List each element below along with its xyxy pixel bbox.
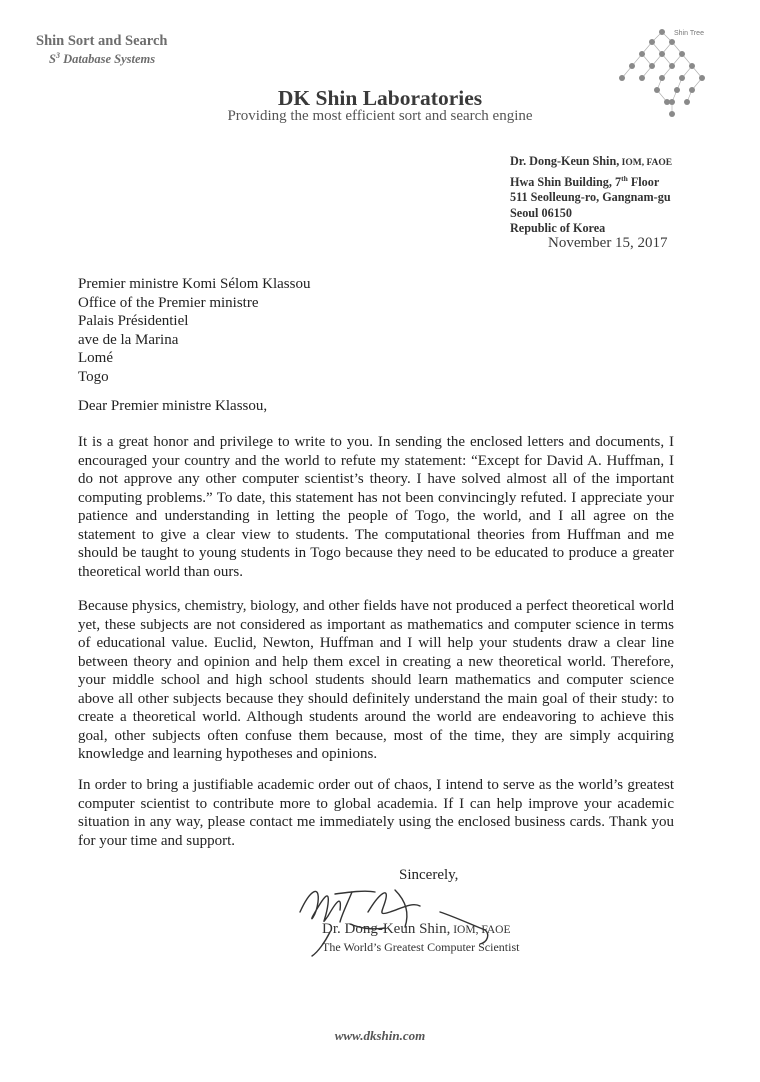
sender-building bbox=[510, 171, 672, 190]
sender-building-pre: Hwa Shin Building, 7 bbox=[510, 175, 622, 190]
sender-building-post: Floor bbox=[627, 175, 660, 190]
lab-name: DK Shin Laboratories bbox=[277, 86, 483, 110]
letter-date: November 15, 2017 bbox=[548, 235, 668, 251]
sender-city: Seoul 06150 bbox=[510, 205, 572, 220]
recipient-line: Office of the Premier ministre bbox=[78, 294, 259, 311]
recipient-line: ave de la Marina bbox=[78, 331, 179, 348]
closing: Sincerely, bbox=[399, 867, 459, 883]
brand-name: Shin Sort and Search bbox=[36, 33, 168, 49]
signature-name bbox=[322, 921, 511, 938]
signature-title: The World’s Greatest Computer Scientist bbox=[322, 940, 520, 954]
recipient-line: Palais Présidentiel bbox=[78, 313, 189, 330]
recipient-line: Lomé bbox=[78, 350, 113, 367]
sender-street: 511 Seolleung-ro, Gangnam-gu bbox=[510, 190, 671, 205]
brand-block bbox=[36, 33, 167, 67]
sender-address bbox=[510, 154, 672, 236]
signature-credentials: IOM, FAOE bbox=[450, 924, 511, 936]
brand-subtitle bbox=[49, 51, 167, 67]
sender-name: Dr. Dong-Keun Shin, bbox=[510, 154, 620, 168]
logo-label: Shin Tree bbox=[674, 30, 704, 37]
recipient-line: Togo bbox=[78, 368, 109, 385]
footer-website: www.dkshin.com bbox=[334, 1028, 426, 1043]
sender-name-line bbox=[510, 154, 672, 171]
sender-country: Republic of Korea bbox=[510, 220, 606, 235]
body-paragraph-2: Because physics, chemistry, biology, and other fields have not produced a perfect theoretical world yet, these subjects are not considered as important as mathematics and computer science in terms of educational value. Euclid, Newton, Huffman and I will help your students draw a clear line between theory and opinion and help them excel in creating a new theoretical world. Therefore, your middle school and high school students should learn mathematics and computer science above all other subjects because they should definitely understand the main goal of their study: to create a theoretical world. Although students around the world are endeavoring to achieve this goal, other subjects often confuse them because, most of the time, they are simply acquiring knowledge and learning hypotheses and opinions. bbox=[78, 598, 674, 762]
recipient-address bbox=[78, 275, 310, 387]
sender-credentials: IOM, FAOE bbox=[619, 158, 673, 168]
body-paragraph-3: In order to bring a justifiable academic order out of chaos, I intend to serve as the world’s greatest computer scientist to contribute more to global academia. If I can help improve your academic situation in any way, please contact me immediately using the enclosed business cards. Thank you for your time and support. bbox=[78, 777, 674, 849]
recipient-line: Premier ministre Komi Sélom Klassou bbox=[78, 276, 311, 292]
sender-building-sup: th bbox=[621, 174, 628, 184]
brand-sub-s: S bbox=[49, 52, 56, 67]
brand-sub-sup: 3 bbox=[55, 51, 60, 60]
brand-sub-text: Database Systems bbox=[59, 52, 156, 67]
salutation: Dear Premier ministre Klassou, bbox=[78, 398, 268, 414]
body-paragraph-1: It is a great honor and privilege to write to you. In sending the enclosed letters and documents, I encouraged your country and the world to refute my statement: “Except for David A. Huffman, I do not approve any other computer scientist’s theory. I have solved almost all of the important computing problems.” To date, this statement has not been convincingly refuted. I appreciate your patience and understanding in letting the people of Togo, the world, and I all agree on the statement to give a clear view to students. The computational theories from Huffman and me should be taught to young students in Togo because they need to be educated to produce a greater theoretical world than ours. bbox=[78, 434, 674, 580]
lab-tagline: Providing the most efficient sort and search engine bbox=[227, 108, 533, 124]
signature-name-text: Dr. Dong-Keun Shin, bbox=[322, 921, 451, 937]
